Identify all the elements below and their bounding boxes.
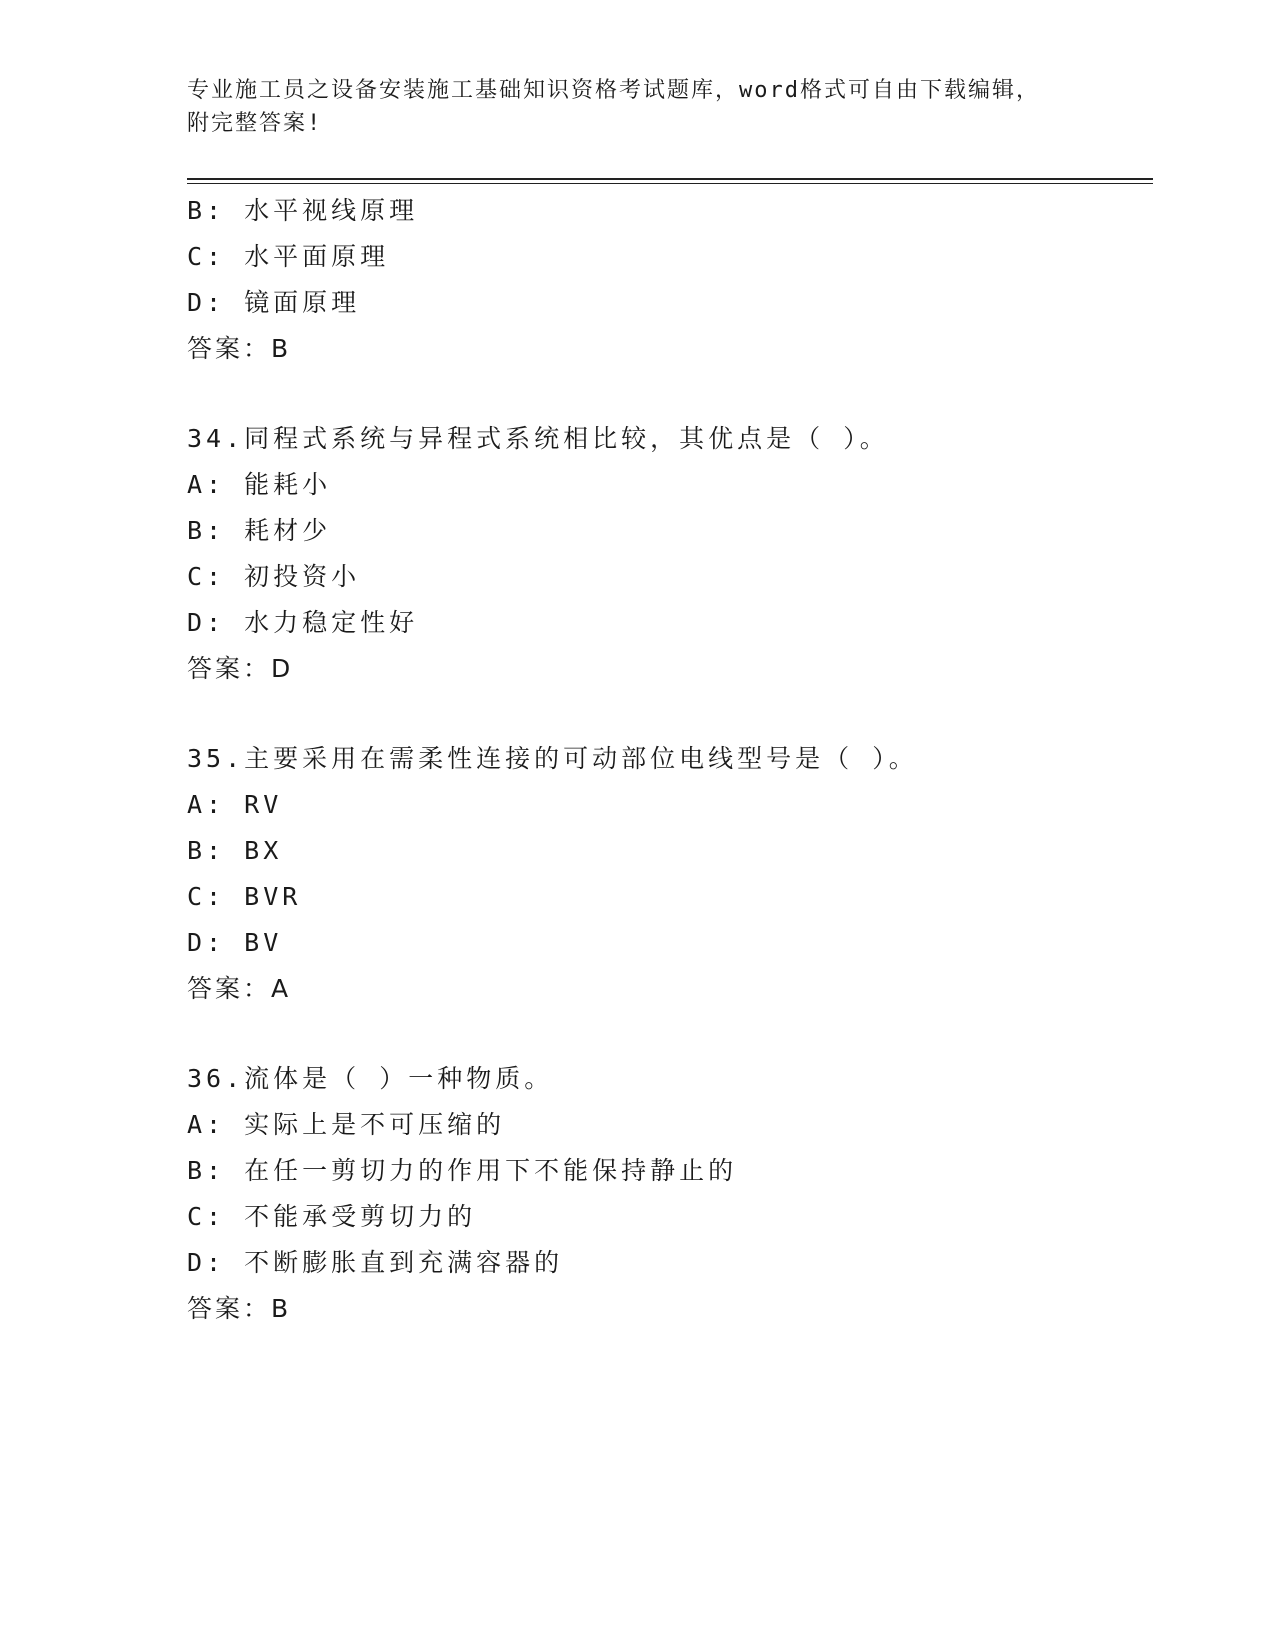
option-c: C: 水平面原理	[187, 242, 390, 271]
option-d: D: BV	[187, 928, 283, 957]
question-block-35	[187, 736, 1153, 1012]
header-rule-thick	[187, 178, 1153, 180]
answer-line: 答案：B	[187, 334, 292, 363]
option-c: C: BVR	[187, 882, 302, 911]
option-a: A: 实际上是不可压缩的	[187, 1110, 506, 1139]
option-a: A: 能耗小	[187, 470, 332, 499]
question-block-33	[187, 188, 1153, 372]
answer-line: 答案：A	[187, 974, 292, 1003]
question-block-34	[187, 416, 1153, 692]
document-header	[187, 74, 1087, 140]
answer-line: 答案：D	[187, 654, 294, 683]
option-c: C: 不能承受剪切力的	[187, 1202, 477, 1231]
option-d: D: 不断膨胀直到充满容器的	[187, 1248, 564, 1277]
option-c: C: 初投资小	[187, 562, 361, 591]
option-b: B: 在任一剪切力的作用下不能保持静止的	[187, 1156, 738, 1185]
header-line-2: 附完整答案!	[187, 111, 323, 136]
option-d: D: 水力稳定性好	[187, 608, 419, 637]
option-b: B: 水平视线原理	[187, 196, 419, 225]
question-text: 35.主要采用在需柔性连接的可动部位电线型号是（ ）。	[187, 744, 918, 773]
option-d: D: 镜面原理	[187, 288, 361, 317]
option-b: B: 耗材少	[187, 516, 332, 545]
option-b: B: BX	[187, 836, 283, 865]
question-text: 34.同程式系统与异程式系统相比较，其优点是（ ）。	[187, 424, 889, 453]
question-list	[187, 188, 1153, 1332]
header-rule-thin	[187, 183, 1153, 184]
header-line-1: 专业施工员之设备安装施工基础知识资格考试题库，word格式可自由下载编辑，	[187, 78, 1040, 103]
answer-line: 答案：B	[187, 1294, 292, 1323]
question-block-36	[187, 1056, 1153, 1332]
question-text: 36.流体是（ ）一种物质。	[187, 1064, 554, 1093]
option-a: A: RV	[187, 790, 283, 819]
